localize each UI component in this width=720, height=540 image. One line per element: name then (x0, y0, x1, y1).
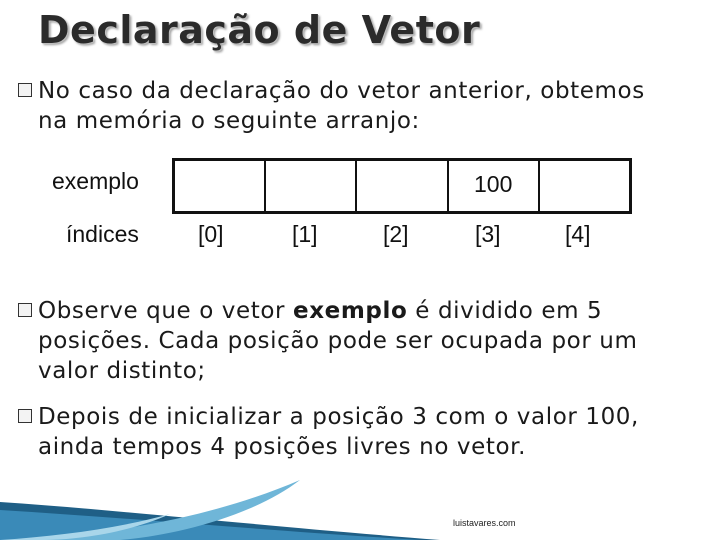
bullet-depois (18, 402, 708, 462)
bullet1-line-2: posições. Cada posição pode ser ocupada por um (38, 328, 638, 354)
array-name-label: exemplo (52, 168, 139, 194)
indices-label: índices (66, 221, 139, 247)
bullet1-text-bold: exemplo (293, 298, 408, 324)
index-label: [2] (383, 221, 409, 247)
index-label: [1] (292, 221, 318, 247)
bullet-box-icon (18, 409, 32, 423)
array-cell (357, 161, 448, 211)
array-cell (266, 161, 357, 211)
bullet-box-icon (18, 83, 32, 97)
intro-paragraph (18, 76, 708, 136)
bullet1-line-3: valor distinto; (38, 358, 206, 384)
bullet1-text-pre: Observe que o vetor (38, 298, 286, 324)
intro-line-1: No caso da declaração do vetor anterior, obtemos (38, 78, 645, 104)
index-label: [0] (198, 221, 224, 247)
array-cell: 100 (449, 161, 540, 211)
array-diagram (172, 158, 632, 214)
bullet-box-icon (18, 303, 32, 317)
footer-source: luistavares.com (453, 518, 516, 528)
bullet2-line-1: Depois de inicializar a posição 3 com o valor 100, (38, 404, 639, 430)
page-title: Declaração de Vetor (38, 8, 481, 52)
index-label: [4] (565, 221, 591, 247)
intro-line-2: na memória o seguinte arranjo: (38, 108, 420, 134)
bullet-observe (18, 296, 708, 386)
bullet1-text-post: é dividido em 5 (415, 298, 603, 324)
array-cell (540, 161, 629, 211)
index-label: [3] (475, 221, 501, 247)
bullet2-line-2: ainda tempos 4 posições livres no vetor. (38, 434, 527, 460)
array-cell (175, 161, 266, 211)
